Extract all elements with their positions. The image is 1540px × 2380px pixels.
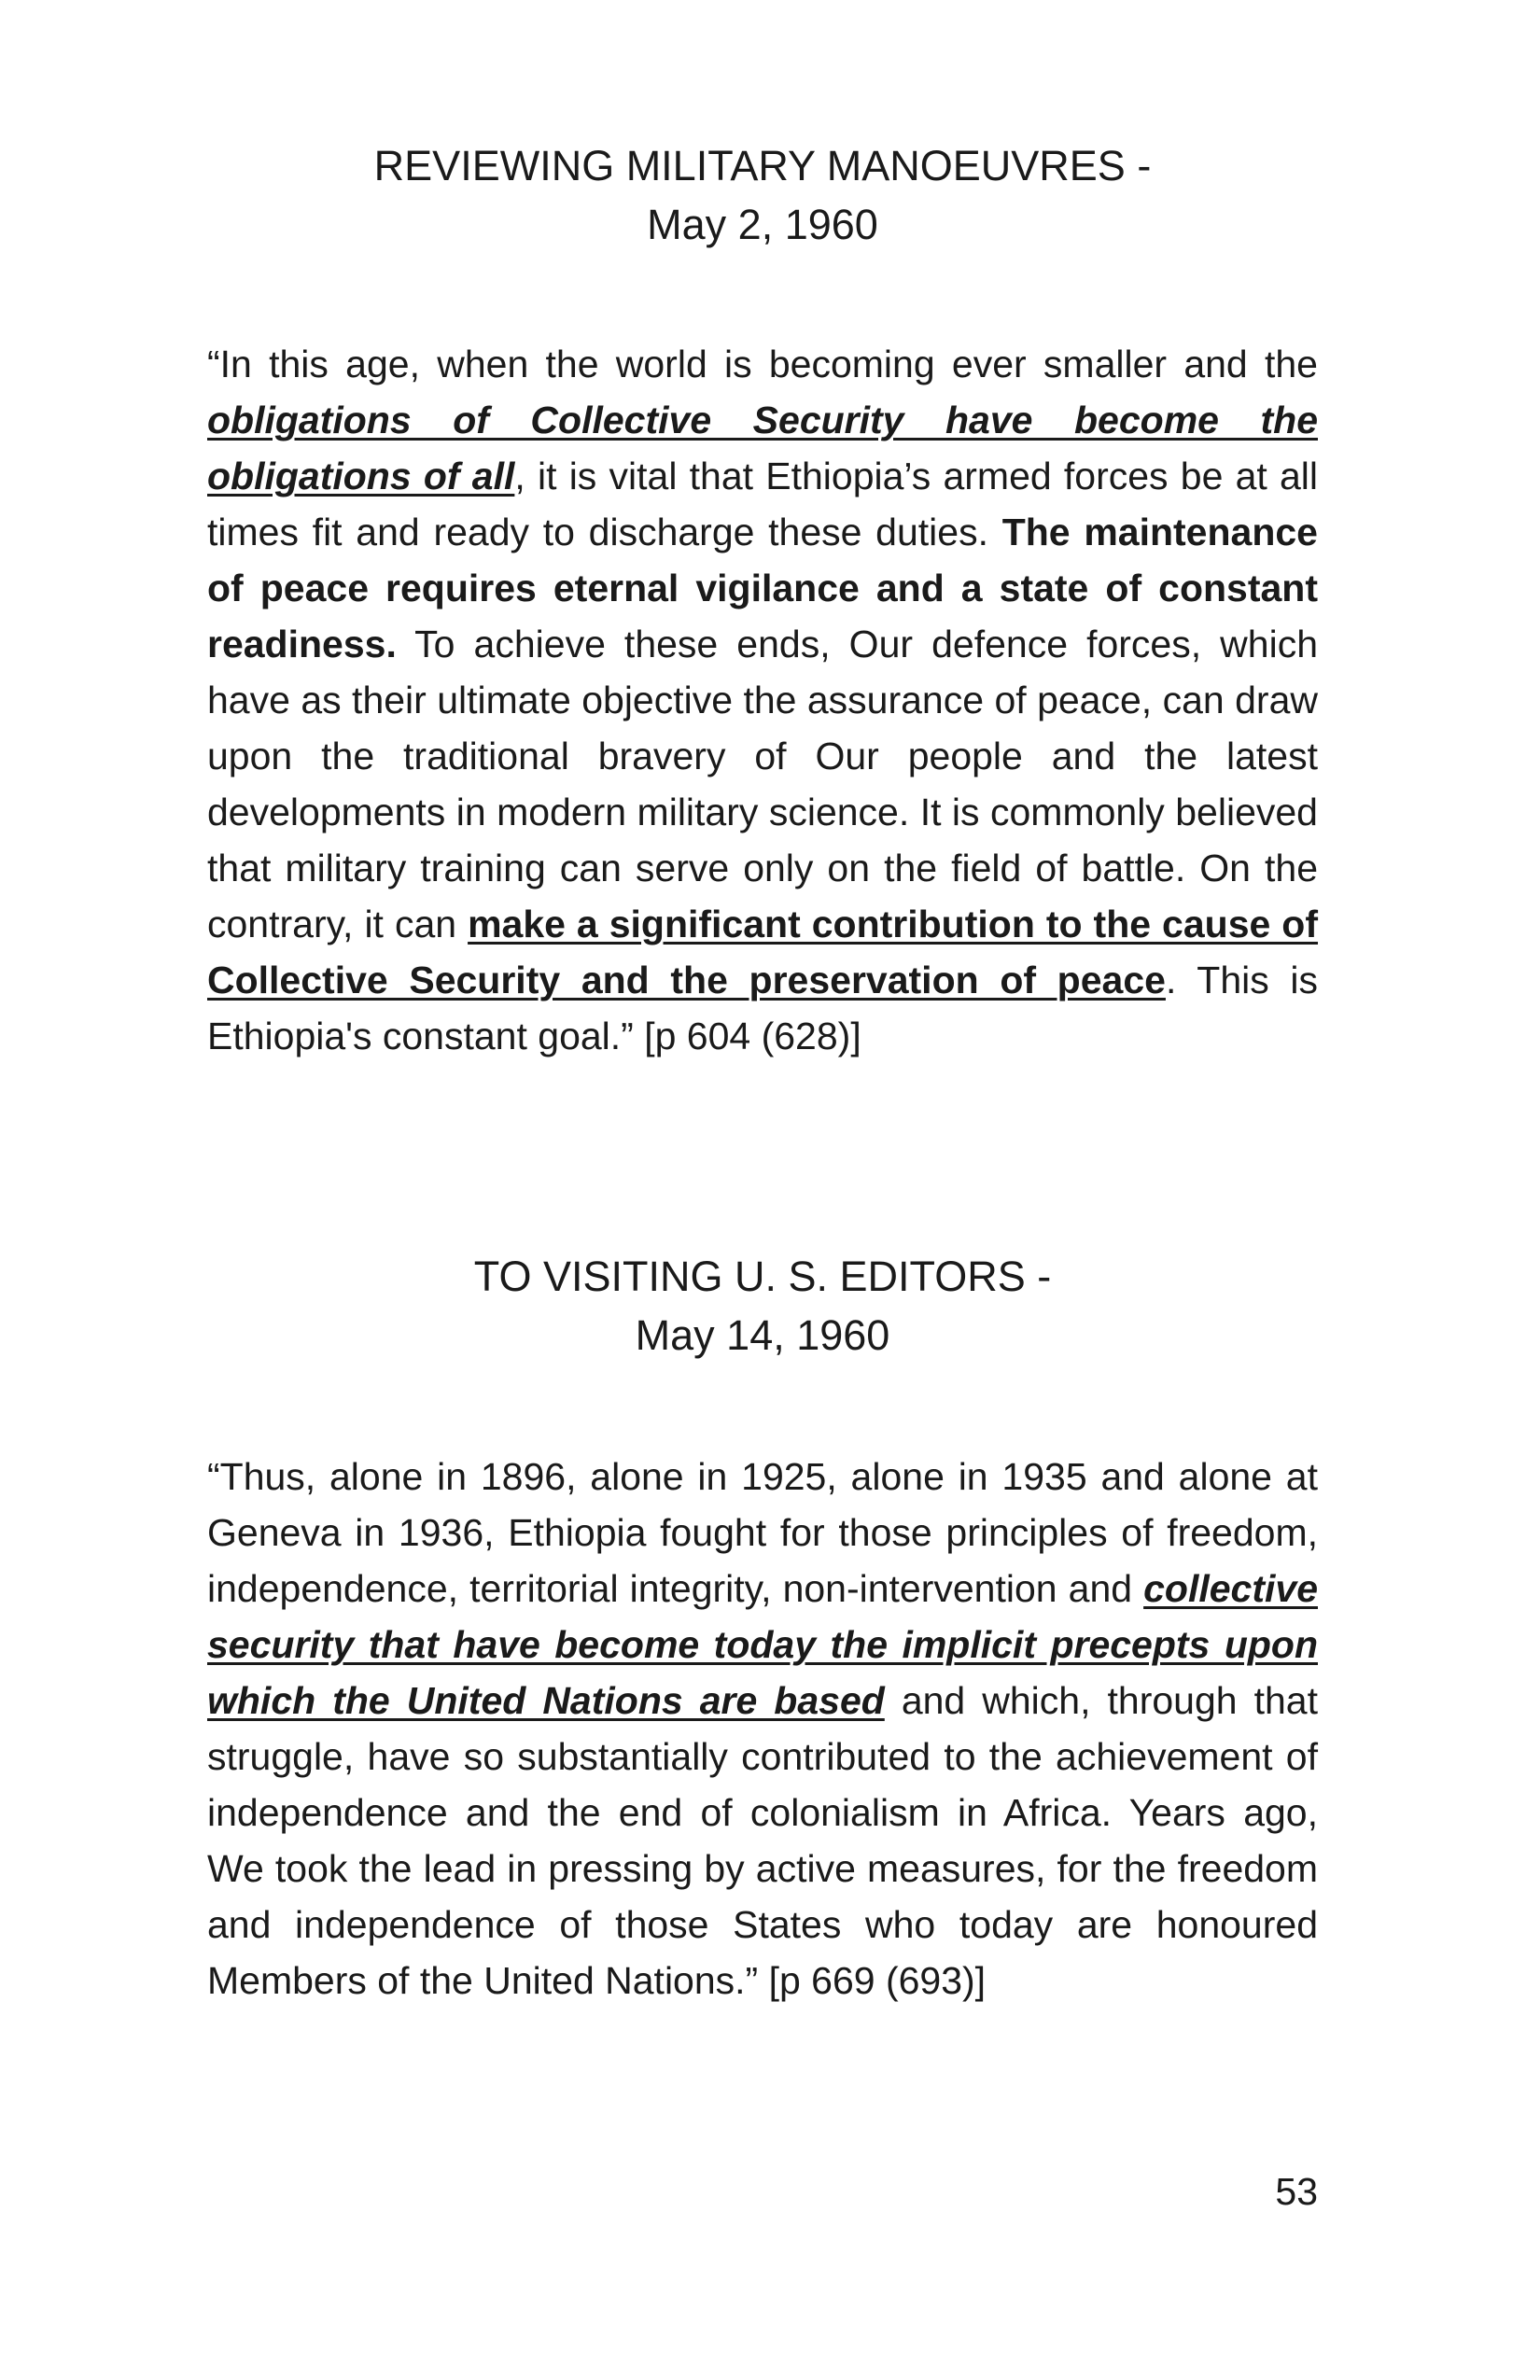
heading-title: REVIEWING MILITARY MANOEUVRES - <box>373 142 1152 189</box>
underlined-emphasis: obligations of Collective Security have become the obligations of all <box>207 399 1318 497</box>
quote-text: . This is Ethiopia's constant goal.” [p 604 (628)] <box>207 959 1319 1057</box>
underlined-emphasis: make a significant contribution to the cause of Collective Security and the preservation of peace <box>207 903 1319 1001</box>
quote-text: “In this age, when the world is becoming ever smaller and the <box>207 343 1318 385</box>
quote-paragraph-editors <box>207 1449 1318 2009</box>
quote-paragraph-manoeuvres <box>207 336 1318 1064</box>
section-heading-manoeuvres <box>207 136 1318 254</box>
page-number: 53 <box>1275 2170 1318 2213</box>
heading-date: May 2, 1960 <box>647 201 878 248</box>
underlined-emphasis: collective security that have become today the implicit precepts upon which the United Nations are based <box>207 1567 1318 1722</box>
quote-text: To achieve these ends, Our defence forces, which have as their ultimate objective the assurance of peace, can draw upon the traditional bravery of Our people and the latest developments in modern military science. It is commonly believed that military training can serve only on the field of battle. On the contrary, it can <box>207 623 1318 945</box>
heading-title: TO VISITING U. S. EDITORS - <box>473 1253 1052 1300</box>
section-heading-editors <box>207 1247 1318 1365</box>
quote-text: “Thus, alone in 1896, alone in 1925, alone in 1935 and alone at Geneva in 1936, Ethiopia fought for those principles of freedom, independence, territorial integrity, non-intervention and <box>207 1455 1318 1610</box>
heading-date: May 14, 1960 <box>635 1311 890 1359</box>
bold-emphasis: The maintenance of peace requires eternal vigilance and a state of constant readiness. <box>207 511 1318 665</box>
quote-text: and which, through that struggle, have so substantially contributed to the achievement of independence and the end of colonialism in Africa. Years ago, We took the lead in pressing by active measures, for the freedom and independence of those States who today are honoured Members of the United Nations.” [p 669 (693)] <box>207 1679 1318 2002</box>
quote-text: , it is vital that Ethiopia’s armed forces be at all times fit and ready to discharge these duties. <box>207 455 1319 553</box>
